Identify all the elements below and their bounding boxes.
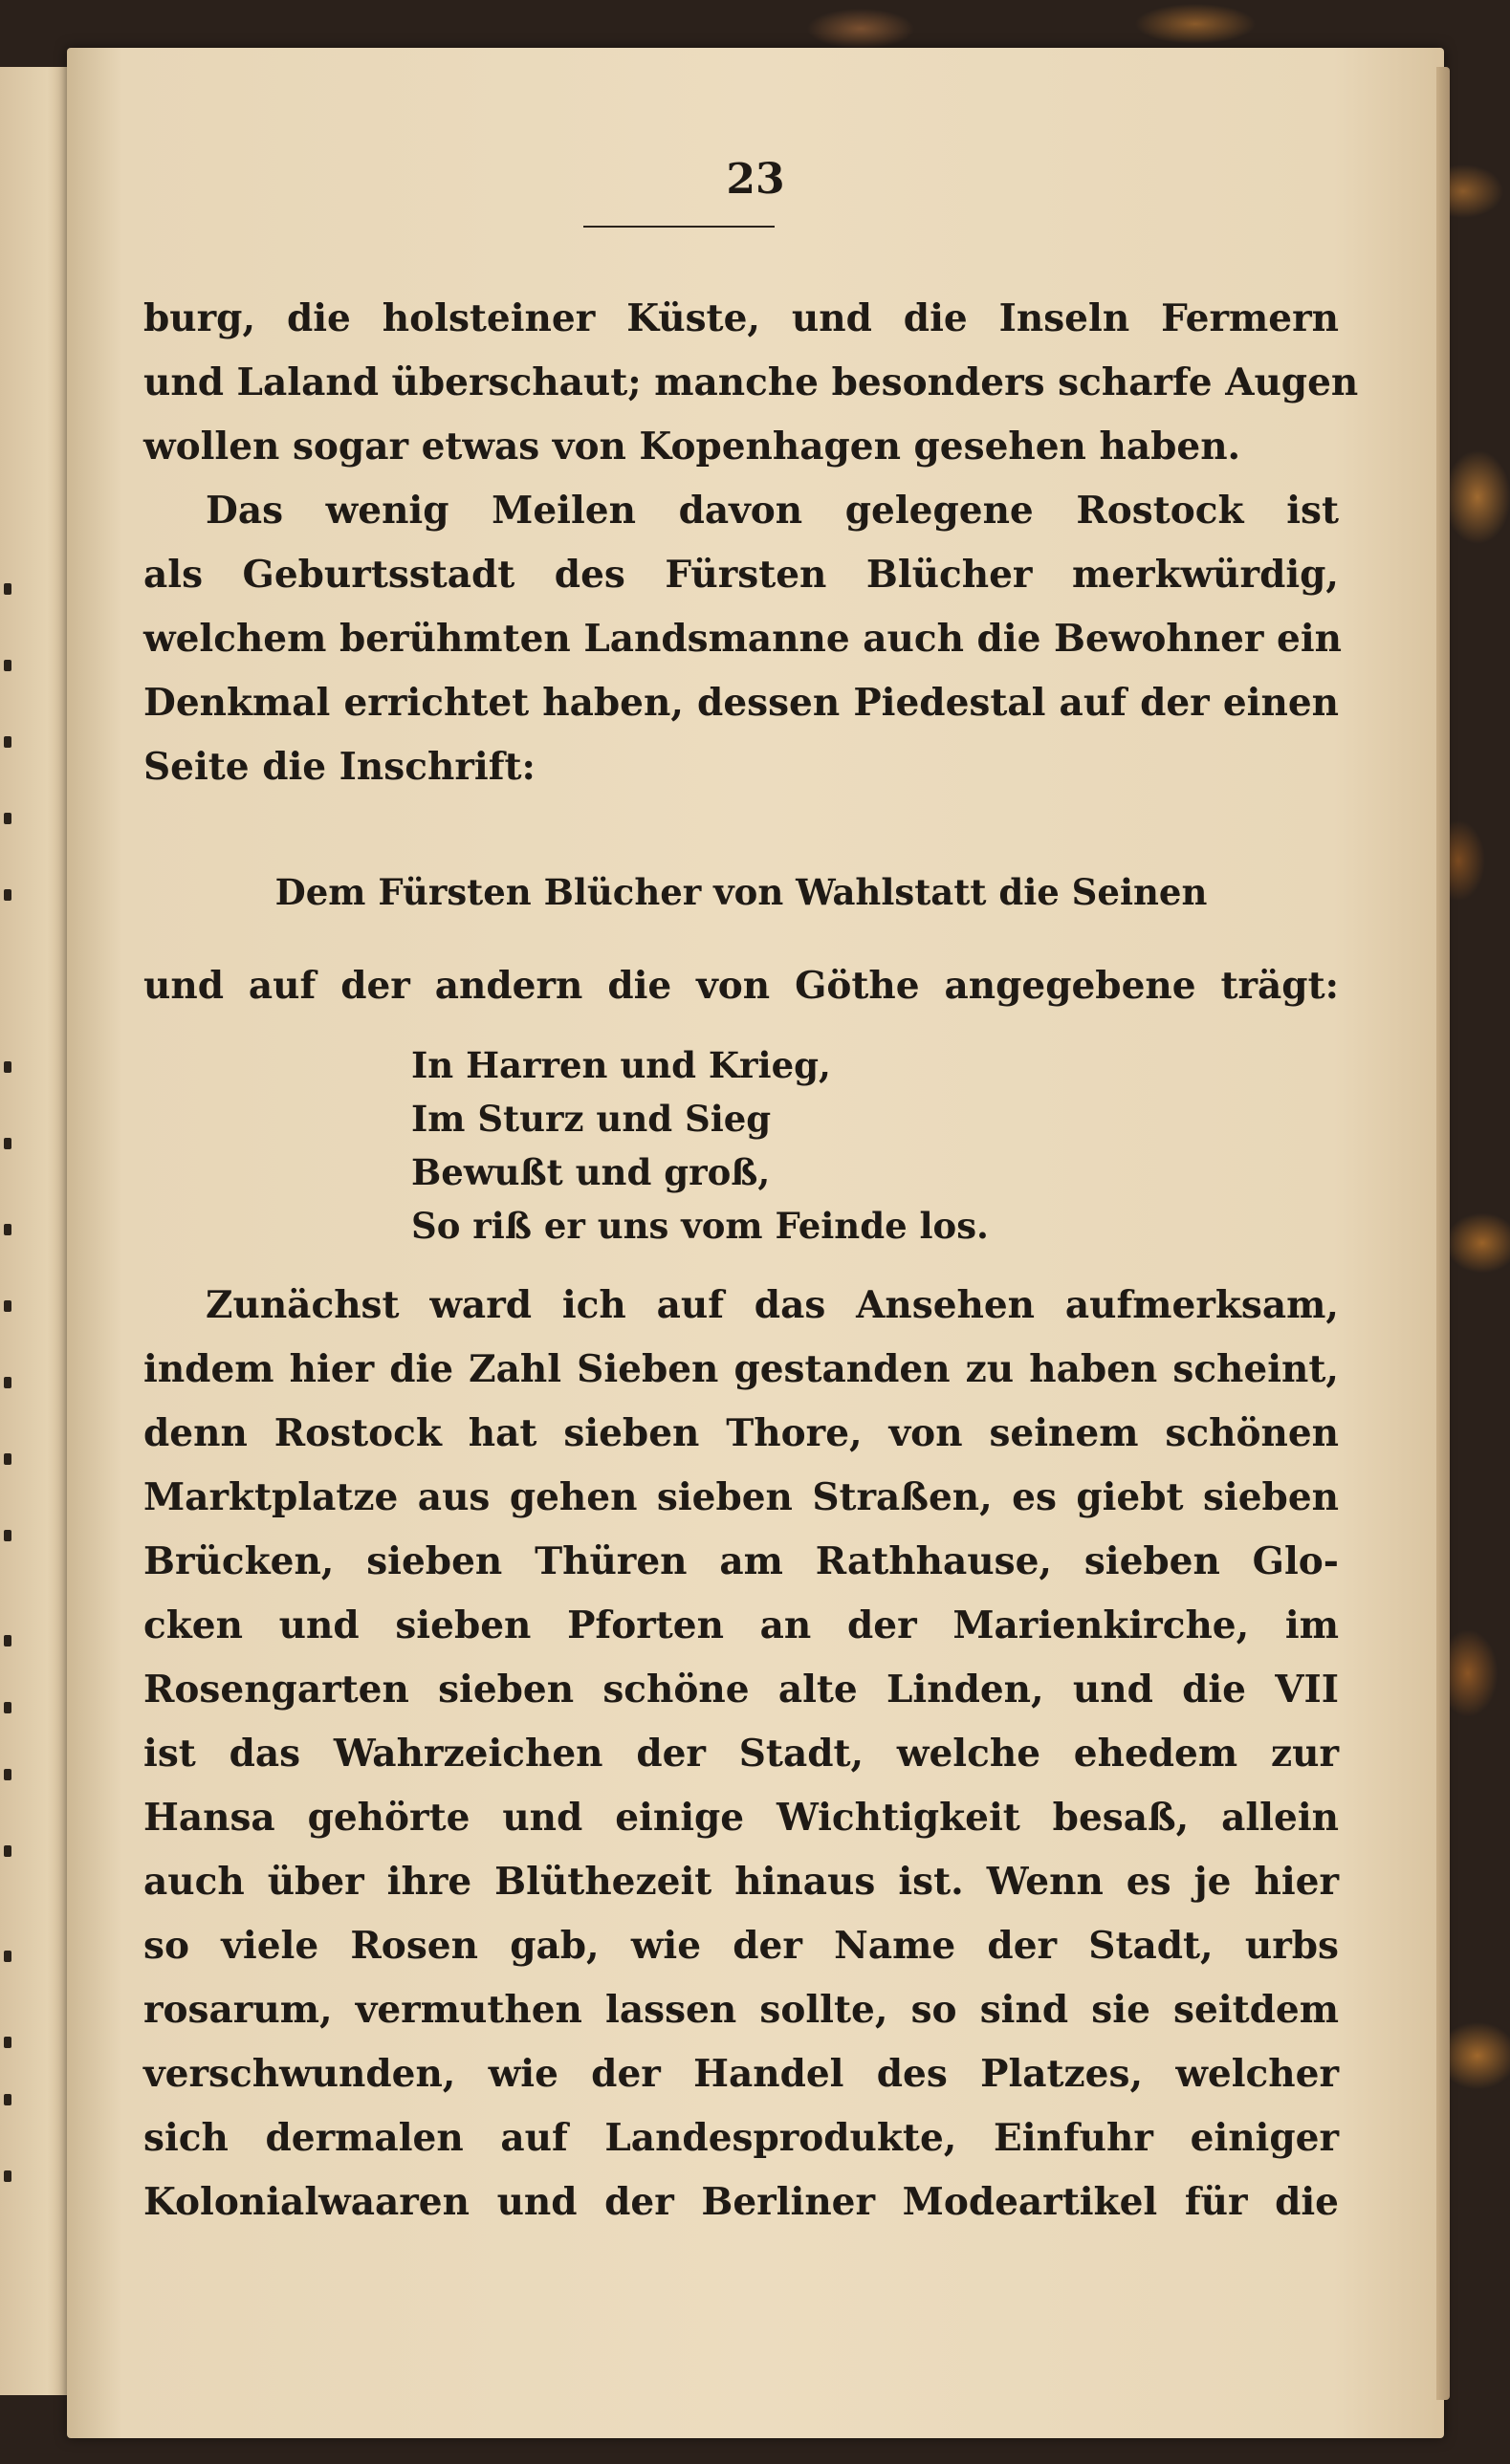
text-line: wollen sogar etwas von Kopenhagen gesehen haben. xyxy=(143,425,1241,469)
text-line: so viele Rosen gab, wie der Name der Stadt, urbs xyxy=(143,1924,1339,1968)
left-page-text-fragment xyxy=(4,736,11,748)
left-page-text-fragment xyxy=(4,1061,11,1073)
left-page-text-fragment xyxy=(4,1300,11,1312)
left-page-text-fragment xyxy=(4,1377,11,1388)
left-page-text-fragment xyxy=(4,1530,11,1541)
left-page-text-fragment xyxy=(4,1138,11,1149)
left-page-text-fragment xyxy=(4,2037,11,2048)
text-line: Seite die Inschrift: xyxy=(143,745,536,789)
verse-line: Im Sturz und Sieg xyxy=(411,1098,772,1140)
page-number: 23 xyxy=(726,155,785,204)
left-page-text-fragment xyxy=(4,1702,11,1713)
left-page-text-fragment xyxy=(4,813,11,824)
left-page-text-fragment xyxy=(4,2170,11,2182)
text-line: und Laland überschaut; manche besonders scharfe Augen xyxy=(143,360,1359,404)
paragraph-continuation xyxy=(143,287,1359,479)
verse-line: So riß er uns vom Feinde los. xyxy=(411,1205,989,1247)
text-line: auch über ihre Blüthezeit hinaus ist. Wenn es je hier xyxy=(143,1860,1339,1904)
left-page-text-fragment xyxy=(4,1845,11,1857)
text-line: Rosengarten sieben schöne alte Linden, und die VII xyxy=(143,1668,1339,1712)
left-page-text-fragment xyxy=(4,1635,11,1646)
left-page-text-fragment xyxy=(4,660,11,671)
left-page-text-fragment xyxy=(4,1951,11,1962)
text-line: als Geburtsstadt des Fürsten Blücher merkwürdig, xyxy=(143,553,1339,597)
verse-line: In Harren und Krieg, xyxy=(411,1044,831,1086)
inscription-line: Dem Fürsten Blücher von Wahlstatt die Seinen xyxy=(274,871,1208,913)
left-page-text-fragment xyxy=(4,889,11,901)
text-line: Das wenig Meilen davon gelegene Rostock ist xyxy=(206,489,1339,533)
verse-line: Bewußt und groß, xyxy=(411,1151,771,1193)
page-number-rule xyxy=(583,226,775,228)
paragraph-rostock xyxy=(143,479,1343,799)
text-line: sich dermalen auf Landesprodukte, Einfuhr einiger xyxy=(143,2116,1339,2160)
goethe-verse xyxy=(411,1038,1272,1253)
left-page-text-fragment xyxy=(4,1224,11,1235)
text-line: welchem berühmten Landsmanne auch die Bewohner ein xyxy=(143,617,1343,661)
left-page-text-fragment xyxy=(4,1769,11,1780)
left-page-text-fragment xyxy=(4,2094,11,2105)
text-line: Brücken, sieben Thüren am Rathhause, sieben Glo- xyxy=(143,1539,1339,1583)
text-line: Marktplatze aus gehen sieben Straßen, es giebt sieben xyxy=(143,1475,1339,1519)
page-edge xyxy=(1436,67,1450,2400)
transition-line xyxy=(143,954,1339,1018)
paragraph-seven xyxy=(143,1274,1339,2235)
text-line: indem hier die Zahl Sieben gestanden zu haben scheint, xyxy=(143,1347,1339,1391)
text-line: denn Rostock hat sieben Thore, von seinem schönen xyxy=(143,1411,1339,1455)
text-line: Hansa gehörte und einige Wichtigkeit besaß, allein xyxy=(143,1796,1339,1840)
text-line: verschwunden, wie der Handel des Platzes, welcher xyxy=(143,2052,1339,2096)
text-line: cken und sieben Pforten an der Marienkirche, im xyxy=(143,1603,1339,1647)
text-line: burg, die holsteiner Küste, und die Inseln Fermern xyxy=(143,296,1339,340)
book-page xyxy=(67,48,1444,2438)
text-line: rosarum, vermuthen lassen sollte, so sind sie seitdem xyxy=(143,1988,1339,2032)
text-line: ist das Wahrzeichen der Stadt, welche ehedem zur xyxy=(143,1732,1339,1776)
left-page-text-fragment xyxy=(4,583,11,595)
text-line: Kolonialwaaren und der Berliner Modeartikel für die xyxy=(143,2180,1339,2224)
text-line: und auf der andern die von Göthe angegebene trägt: xyxy=(143,964,1339,1008)
text-line: Zunächst ward ich auf das Ansehen aufmerksam, xyxy=(206,1283,1339,1327)
text-line: Denkmal errichtet haben, dessen Piedestal auf der einen xyxy=(143,681,1339,725)
left-page-text-fragment xyxy=(4,1453,11,1465)
